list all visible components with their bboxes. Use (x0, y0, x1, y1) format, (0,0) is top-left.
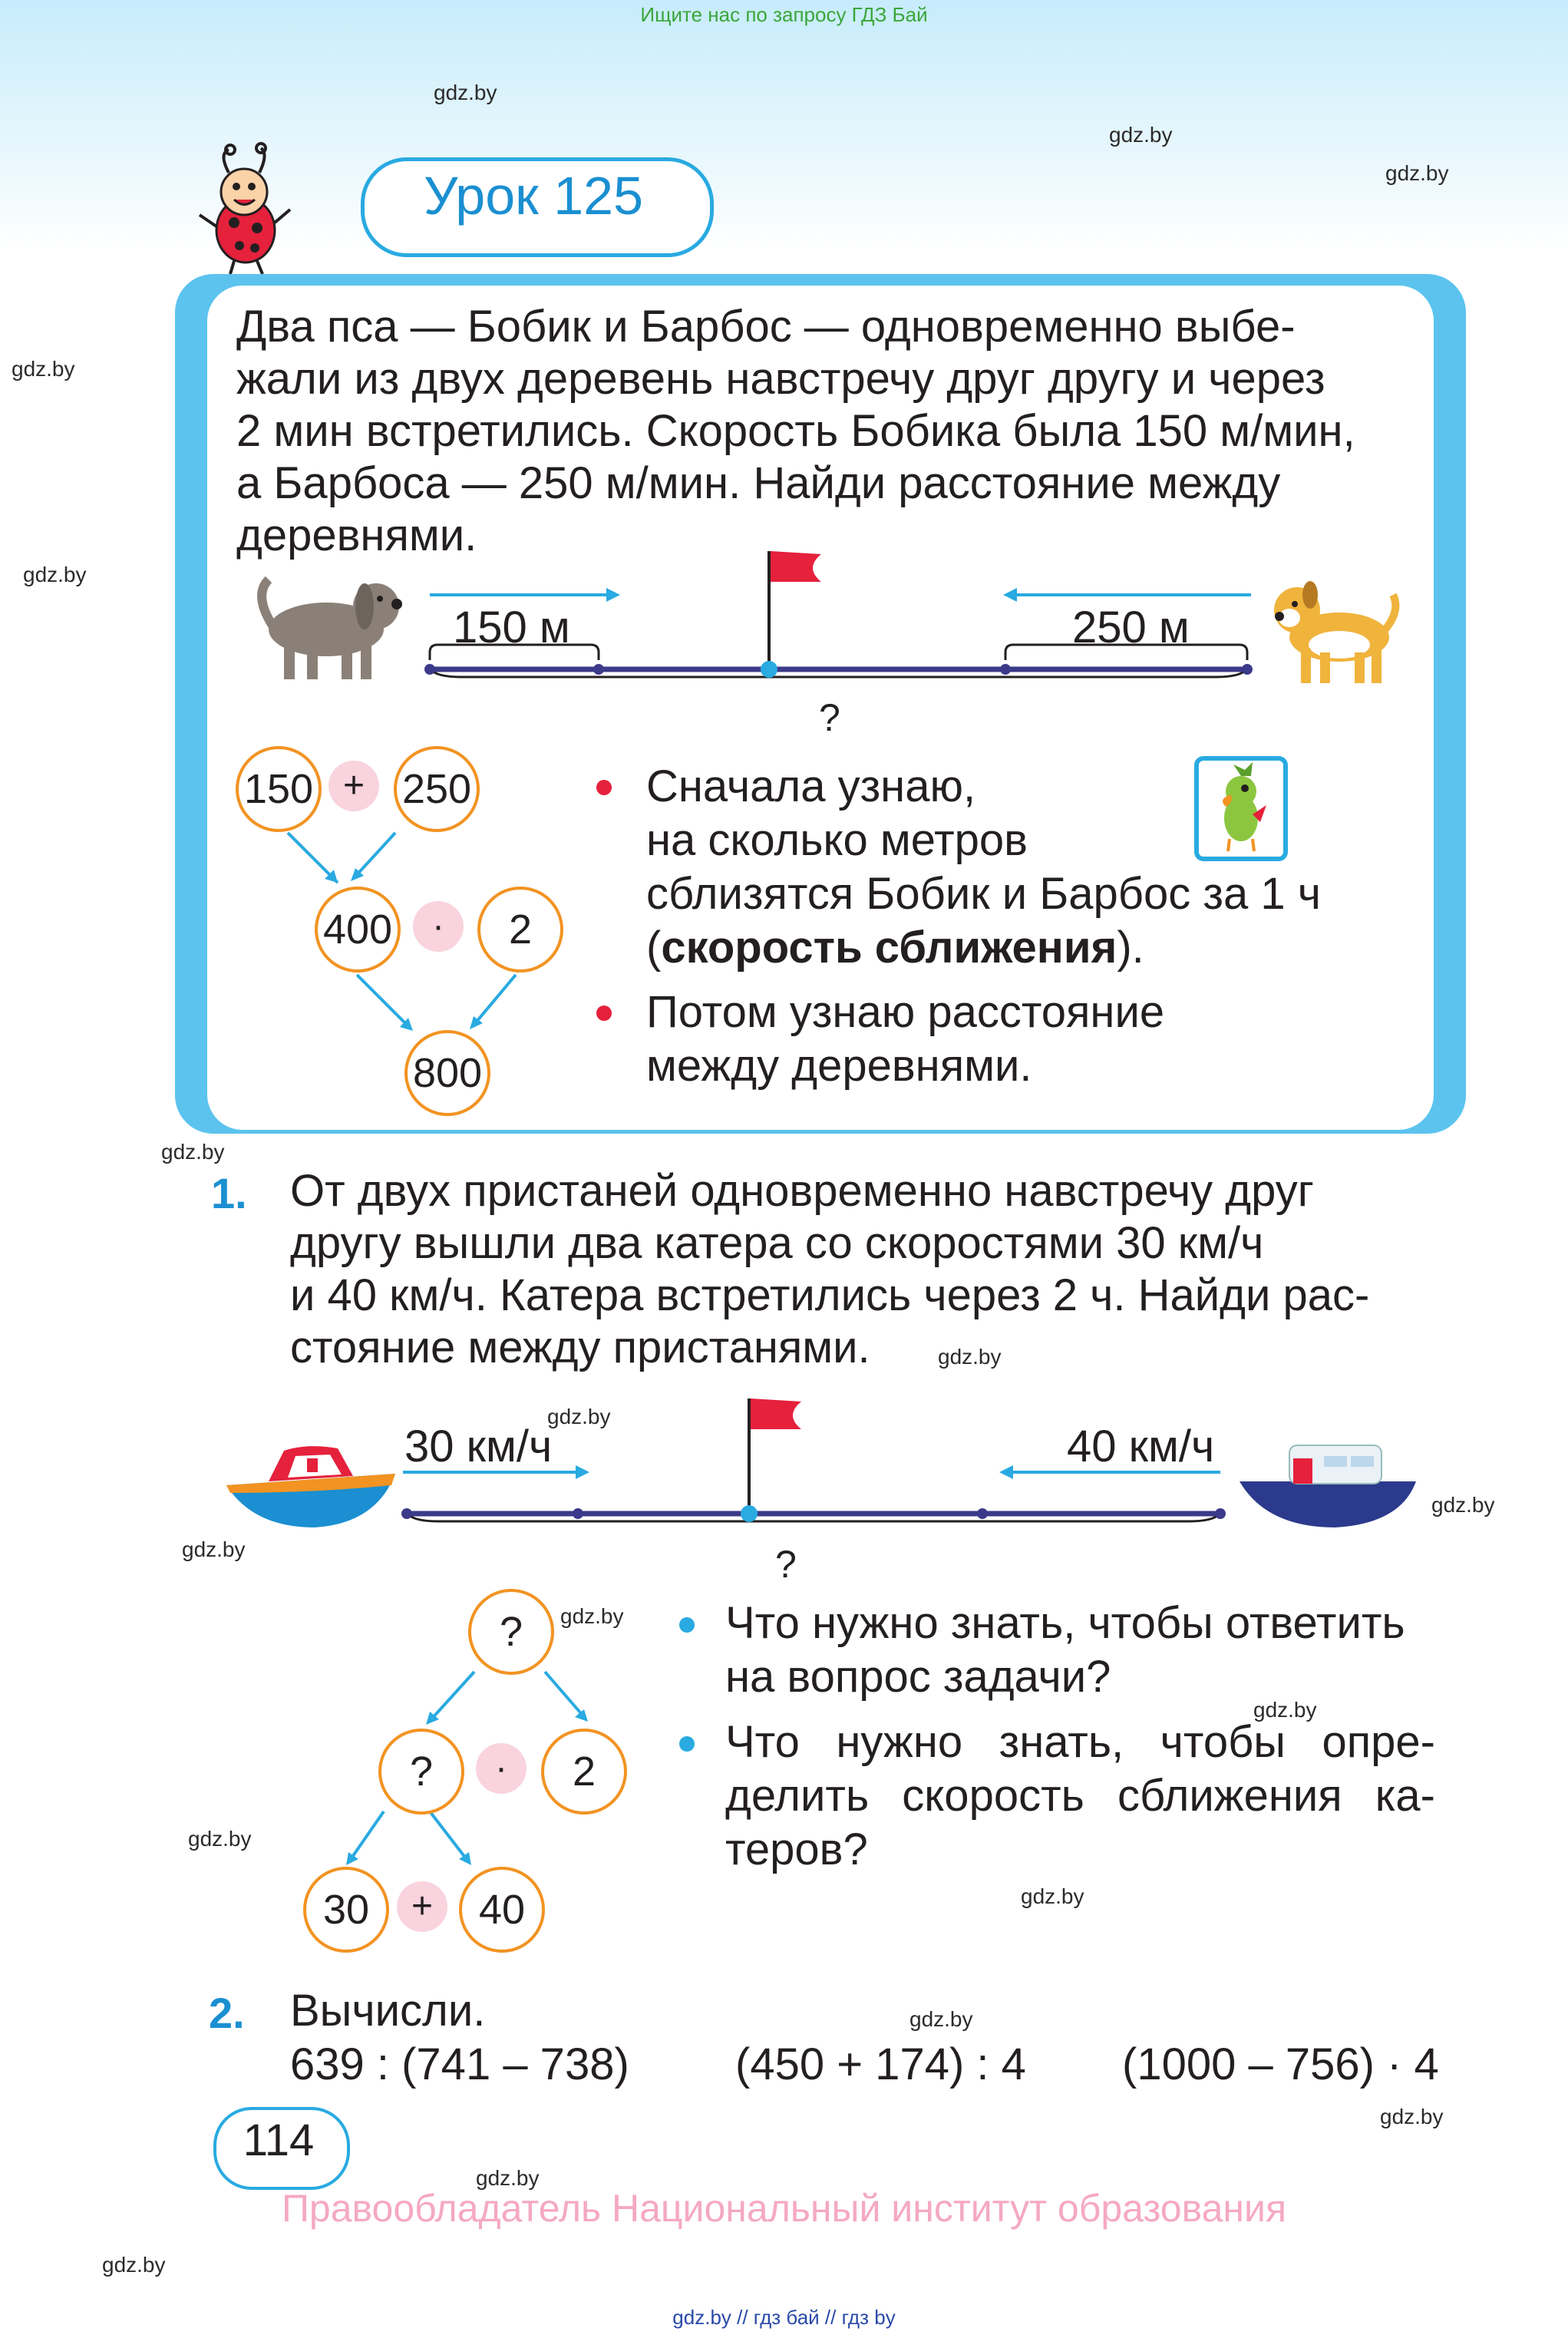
tree-node-2: 2 (541, 1729, 627, 1815)
parrot-icon (1199, 761, 1283, 857)
hint1-line1: Сначала узнаю, (646, 761, 976, 811)
watermark: gdz.by (12, 357, 75, 381)
boat1-speed-label: 30 км/ч (404, 1422, 553, 1471)
hint-bullet (596, 780, 612, 795)
tree-op-multiply: · (413, 901, 464, 952)
hint1-line2: на сколько метров (646, 815, 1028, 865)
hint2-line2: между деревнями. (646, 1041, 1032, 1091)
task2-expression-1: 639 : (741 – 738) (290, 2039, 629, 2089)
ladybug-mascot-icon (192, 142, 299, 276)
watermark: gdz.by (188, 1827, 252, 1851)
watermark: gdz.by (161, 1140, 225, 1164)
barbos-distance-label: 250 м (1072, 603, 1190, 652)
copyright-notice: Правообладатель Национальный институт образования (281, 2187, 1287, 2230)
tree-node-2: 2 (477, 887, 563, 973)
watermark: gdz.by (1253, 1698, 1317, 1722)
tree-node-150: 150 (236, 746, 322, 832)
watermark: gdz.by (1385, 161, 1449, 185)
tree-node-400: 400 (315, 887, 401, 973)
boat2-speed-label: 40 км/ч (1067, 1422, 1215, 1471)
question-bullet (679, 1617, 695, 1633)
tree-node-800: 800 (404, 1030, 490, 1116)
task2-expression-3: (1000 – 756) · 4 (1122, 2039, 1439, 2089)
tree-op-plus: + (397, 1881, 447, 1932)
boat-left-icon (223, 1439, 399, 1535)
watermark: gdz.by (182, 1537, 246, 1561)
question-bullet (679, 1736, 695, 1752)
lesson-title: Урок 125 (423, 166, 644, 226)
task2-expression-2: (450 + 174) : 4 (735, 2039, 1026, 2089)
tree-node-30: 30 (303, 1867, 389, 1953)
hint1-line3: сблизятся Бобик и Барбос за 1 ч (646, 869, 1321, 919)
watermark: gdz.by (476, 2166, 540, 2190)
question1-line1: Что нужно знать, чтобы ответить (725, 1598, 1405, 1648)
hint2-line1: Потом узнаю расстояние (646, 987, 1165, 1037)
dog-barbos-icon (1263, 572, 1405, 687)
question2-line3: теров? (725, 1824, 868, 1874)
hint1-line4: (скорость сближения). (646, 923, 1144, 973)
tree-op-multiply: · (476, 1743, 527, 1794)
dog-bobik-icon (249, 564, 418, 687)
parrot-card (1194, 756, 1288, 861)
watermark: gdz.by (1431, 1493, 1495, 1517)
question1-line2: на вопрос задачи? (725, 1652, 1111, 1702)
watermark: gdz.by (1109, 123, 1173, 147)
boat-right-icon (1236, 1439, 1420, 1535)
tree-op-plus: + (328, 761, 379, 811)
task2-number: 2. (209, 1989, 245, 2037)
page-number: 114 (243, 2115, 315, 2165)
task1-number: 1. (211, 1169, 247, 1217)
watermark: gdz.by (434, 81, 497, 104)
question2-line1: Что нужно знать, чтобы опре- (725, 1717, 1435, 1767)
tree-node-unknown-speed: ? (378, 1729, 464, 1815)
watermark: gdz.by (938, 1345, 1002, 1369)
watermark: gdz.by (1021, 1884, 1084, 1908)
footer-links[interactable]: gdz.by // гдз бай // гдз by (672, 2306, 896, 2329)
top-search-note[interactable]: Ищите нас по запросу ГДЗ Бай (640, 3, 928, 26)
watermark: gdz.by (909, 2007, 973, 2031)
distance-question-mark: ? (819, 696, 840, 739)
distance-question-mark: ? (775, 1543, 797, 1586)
watermark: gdz.by (547, 1405, 611, 1428)
watermark: gdz.by (1380, 2105, 1444, 2128)
watermark: gdz.by (23, 563, 87, 586)
task2-title: Вычисли. (290, 1986, 486, 2036)
intro-task-text: Два пса — Бобик и Барбос — одновременно выбе- жали из двух деревень навстречу друг другу и через 2 мин встретились. Скорость Бобика была 150 м/мин, а Барбоса — 250 м/мин. Найди расстояние между деревнями. (236, 302, 1355, 560)
question2-line2: делить скорость сближения ка- (725, 1771, 1435, 1821)
tree-node-unknown-distance: ? (468, 1589, 554, 1675)
approach-speed-term: скорость сближения (661, 923, 1117, 973)
tree-node-40: 40 (459, 1867, 545, 1953)
task1-text: От двух пристаней одновременно навстречу друг другу вышли два катера со скоростями 30 км/ч и 40 км/ч. Катера встретились через 2 ч. Найди рас- стояние между пристанями. (290, 1166, 1370, 1372)
bobik-distance-label: 150 м (453, 603, 570, 652)
hint-bullet (596, 1006, 612, 1021)
tree-node-250: 250 (394, 746, 480, 832)
watermark: gdz.by (102, 2253, 166, 2277)
watermark: gdz.by (560, 1604, 624, 1628)
